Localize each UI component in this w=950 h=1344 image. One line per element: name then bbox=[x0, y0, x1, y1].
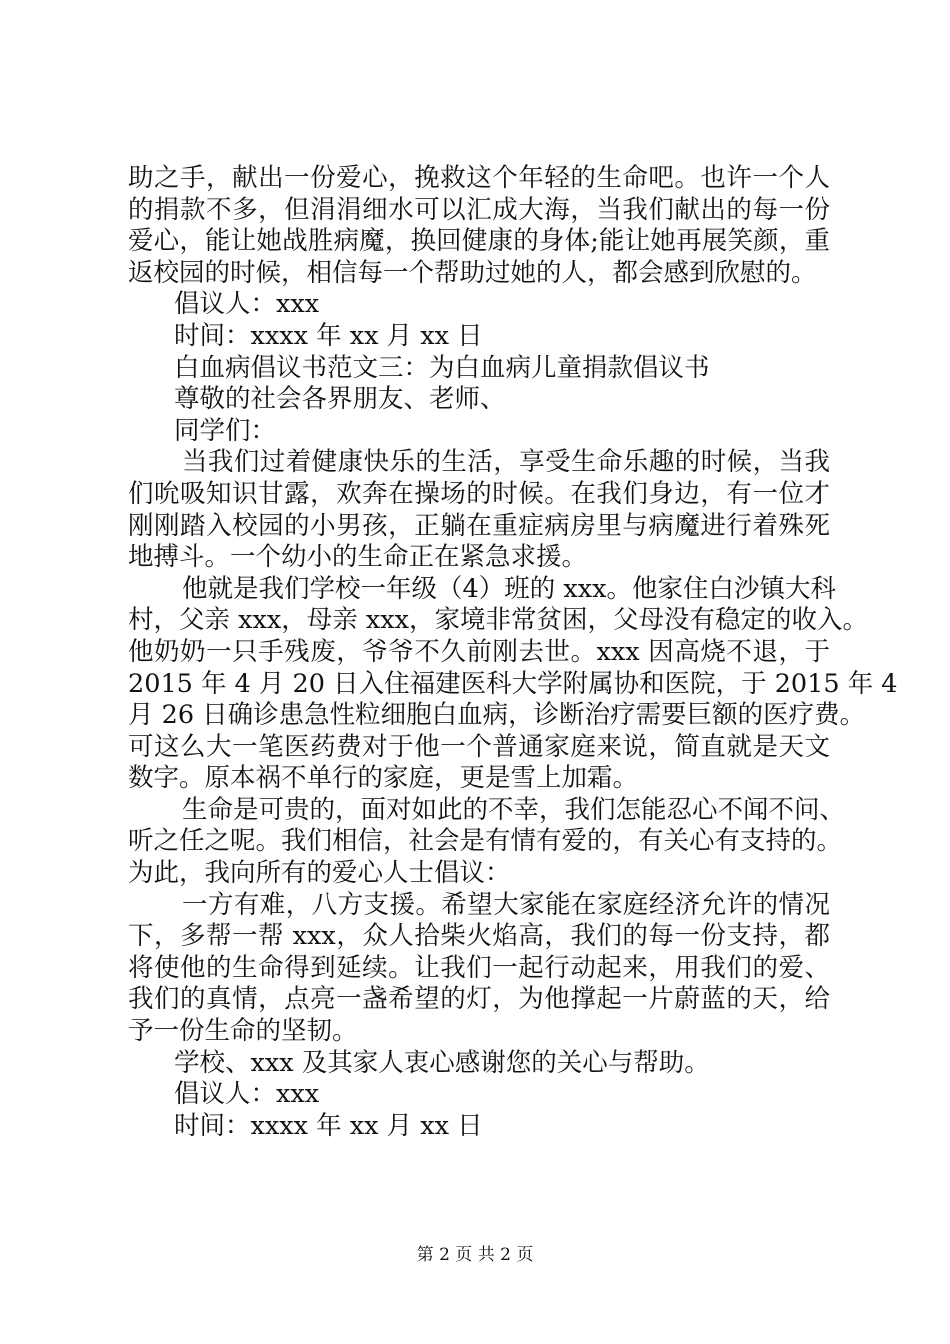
text-line: 刚刚踏入校园的小男孩，正躺在重症病房里与病魔进行着殊死 bbox=[128, 510, 830, 541]
page-number-label: 第 2 页 共 2 页 bbox=[416, 1245, 534, 1265]
text-line: 地搏斗。一个幼小的生命正在紧急求援。 bbox=[128, 542, 588, 573]
text-line: 我们的真情，点亮一盏希望的灯，为他撑起一片蔚蓝的天，给 bbox=[128, 984, 830, 1015]
text-line: 们吮吸知识甘露，欢奔在操场的时候。在我们身边，有一位才 bbox=[128, 478, 830, 509]
text-line: 村，父亲 xxx，母亲 xxx，家境非常贫困，父母没有稳定的收入。 bbox=[128, 605, 868, 636]
text-line: 将使他的生命得到延续。让我们一起行动起来，用我们的爱、 bbox=[128, 952, 830, 983]
text-line: 他就是我们学校一年级（4）班的 xxx。他家住白沙镇大科 bbox=[182, 573, 836, 604]
text-line: 2015 年 4 月 20 日入住福建医科大学附属协和医院，于 2015 年 4 bbox=[128, 668, 898, 699]
text-line: 可这么大一笔医药费对于他一个普通家庭来说，简直就是天文 bbox=[128, 731, 830, 762]
text-line: 时间：xxxx 年 xx 月 xx 日 bbox=[174, 320, 483, 351]
document-body bbox=[128, 163, 898, 1142]
text-line: 倡议人：xxx bbox=[174, 289, 320, 320]
text-line: 数字。原本祸不单行的家庭，更是雪上加霜。 bbox=[128, 763, 639, 794]
text-line: 返校园的时候，相信每一个帮助过她的人，都会感到欣慰的。 bbox=[128, 257, 817, 288]
text-line: 月 26 日确诊患急性粒细胞白血病，诊断治疗需要巨额的医疗费。 bbox=[128, 700, 866, 731]
text-line: 下，多帮一帮 xxx，众人拾柴火焰高，我们的每一份支持，都 bbox=[128, 921, 830, 952]
text-line: 学校、xxx 及其家人衷心感谢您的关心与帮助。 bbox=[174, 1047, 710, 1078]
text-line: 生命是可贵的，面对如此的不幸，我们怎能忍心不闻不问、 bbox=[182, 794, 846, 825]
text-line: 听之任之呢。我们相信，社会是有情有爱的，有关心有支持的。 bbox=[128, 826, 843, 857]
text-line: 尊敬的社会各界朋友、老师、 bbox=[174, 384, 506, 415]
text-line: 同学们： bbox=[174, 415, 277, 446]
text-line: 时间：xxxx 年 xx 月 xx 日 bbox=[174, 1110, 483, 1141]
text-line: 爱心，能让她战胜病魔，换回健康的身体;能让她再展笑颜，重 bbox=[128, 226, 830, 257]
text-line: 一方有难，八方支援。希望大家能在家庭经济允许的情况 bbox=[182, 889, 830, 920]
text-line: 予一份生命的坚韧。 bbox=[128, 1016, 358, 1047]
text-line: 白血病倡议书范文三：为白血病儿童捐款倡议书 bbox=[174, 352, 710, 383]
text-line: 为此，我向所有的爱心人士倡议： bbox=[128, 858, 511, 889]
text-line: 的捐款不多，但涓涓细水可以汇成大海，当我们献出的每一份 bbox=[128, 194, 830, 225]
text-line: 他奶奶一只手残废，爷爷不久前刚去世。xxx 因高烧不退，于 bbox=[128, 636, 830, 667]
text-line: 倡议人：xxx bbox=[174, 1079, 320, 1110]
text-line: 助之手，献出一份爱心，挽救这个年轻的生命吧。也许一个人 bbox=[128, 163, 830, 193]
page-footer bbox=[0, 1244, 950, 1266]
text-line: 当我们过着健康快乐的生活，享受生命乐趣的时候，当我 bbox=[182, 447, 830, 478]
